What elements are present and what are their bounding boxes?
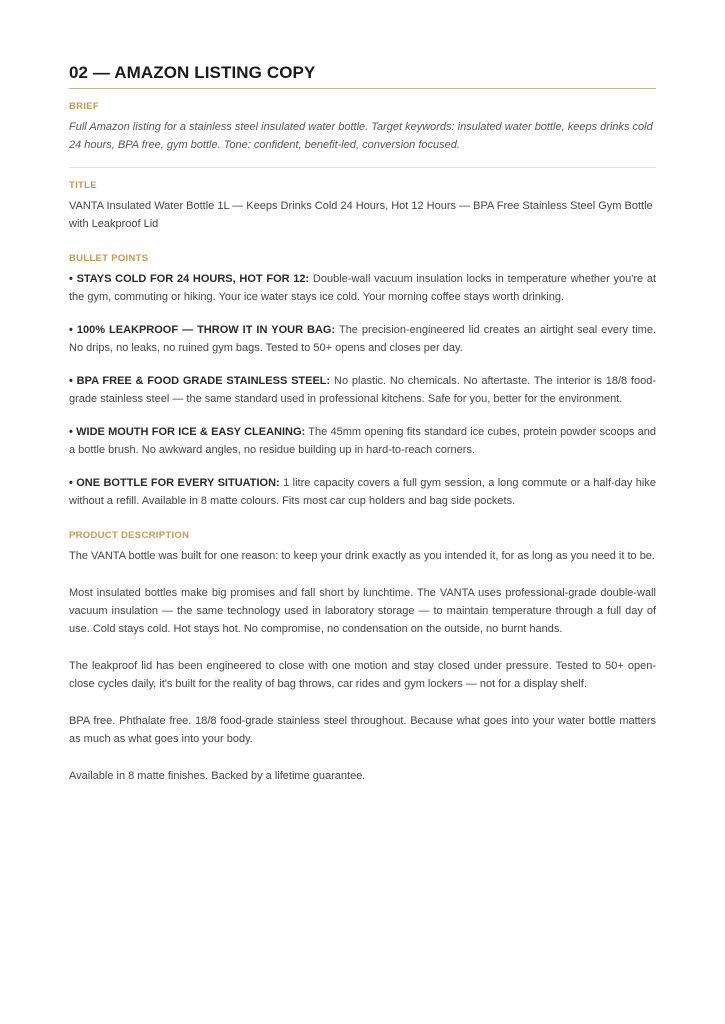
document-title: 02 — AMAZON LISTING COPY <box>69 63 316 82</box>
bullet-heading: • WIDE MOUTH FOR ICE & EASY CLEANING: <box>69 426 306 438</box>
listing-title-text: VANTA Insulated Water Bottle 1L — Keeps Drinks Cold 24 Hours, Hot 12 Hours — BPA Free Stainless Steel Gym Bottle with Leakproof Lid <box>69 200 653 230</box>
description-paragraph: Most insulated bottles make big promises and fall short by lunchtime. The VANTA uses professional-grade double-wall vacuum insulation — the same technology used in laboratory storage — to maintain temperature through a full day of use. Cold stays cold. Hot stays hot. No compromise, no condensation on the outside, no burnt hands. <box>69 587 656 635</box>
description-section <box>69 530 656 785</box>
bullet-point <box>69 474 656 510</box>
bullet-point <box>69 321 656 357</box>
brief-text: Full Amazon listing for a stainless steel insulated water bottle. Target keywords: insulated water bottle, keeps drinks cold 24 hours, BPA free, gym bottle. Tone: confident, benefit-led, conversion focused. <box>69 121 653 151</box>
description-paragraph: The VANTA bottle was built for one reason: to keep your drink exactly as you intended it, for as long as you need it to be. <box>69 550 655 562</box>
bullet-text: The 45mm opening fits standard ice cubes, protein powder scoops and a bottle brush. No awkward angles, no residue building up in hard-to-reach corners. <box>69 426 657 456</box>
bullet-heading: • 100% LEAKPROOF — THROW IT IN YOUR BAG: <box>69 324 336 336</box>
brief-divider <box>69 167 656 168</box>
bullet-heading: • STAYS COLD FOR 24 HOURS, HOT FOR 12: <box>69 273 310 285</box>
bullet-text: The precision-engineered lid creates an airtight seal every time. No drips, no leaks, no ruined gym bags. Tested to 50+ opens and closes per day. <box>69 324 656 354</box>
bullets-label: BULLET POINTS <box>69 253 149 264</box>
description-label: PRODUCT DESCRIPTION <box>69 530 190 541</box>
brief-label: BRIEF <box>69 101 99 112</box>
title-divider <box>69 88 656 89</box>
bullets-section <box>69 253 656 510</box>
title-label: TITLE <box>69 180 97 191</box>
title-section <box>69 180 656 233</box>
bullet-heading: • ONE BOTTLE FOR EVERY SITUATION: <box>69 477 280 489</box>
bullet-text: No plastic. No chemicals. No aftertaste. The interior is 18/8 food-grade stainless steel — the same standard used in professional kitchens. Safe for you, better for the environment. <box>69 375 656 405</box>
bullet-heading: • BPA FREE & FOOD GRADE STAINLESS STEEL: <box>69 375 331 387</box>
description-paragraph: BPA free. Phthalate free. 18/8 food-grade stainless steel throughout. Because what goes into your water bottle matters as much as what goes into your body. <box>69 715 656 745</box>
description-paragraph: Available in 8 matte finishes. Backed by a lifetime guarantee. <box>69 770 366 782</box>
bullet-point <box>69 372 656 408</box>
brief-section <box>69 101 656 154</box>
bullet-text: 1 litre capacity covers a full gym session, a long commute or a half-day hike without a refill. Available in 8 matte colours. Fits most car cup holders and bag side pockets. <box>69 477 656 507</box>
bullet-point <box>69 270 656 306</box>
bullet-text: Double-wall vacuum insulation locks in temperature whether you're at the gym, commuting or hiking. Your ice water stays ice cold. Your morning coffee stays worth drinking. <box>69 273 656 303</box>
bullet-point <box>69 423 656 459</box>
description-paragraph: The leakproof lid has been engineered to close with one motion and stay closed under pressure. Tested to 50+ open-close cycles daily, it's built for the reality of bag throws, car rides and gym lockers — not for a display shelf. <box>69 660 656 690</box>
